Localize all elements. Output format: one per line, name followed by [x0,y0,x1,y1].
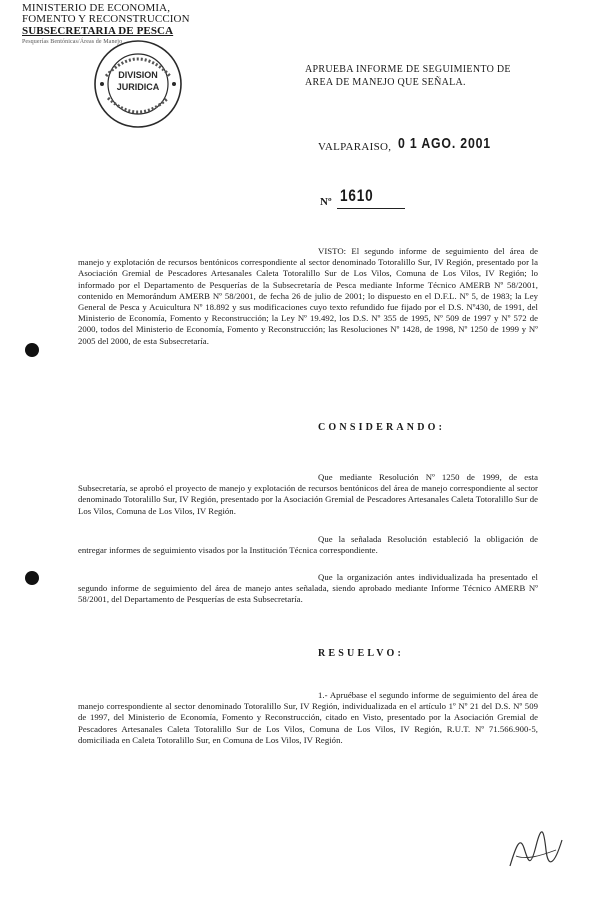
resuelvo-paragraph-1: 1.- Apruébase el segundo informe de seguimiento del área de manejo correspondiente al sector denominado Totoralillo Sur, IV Región, individualizada en el artículo 1º Nº 21 del D.S. Nº 509 de 1997, del Ministerio de Economía, Fomento y Reconstrucción, citado en Visto, presentado por la Asociación Gremial de Pescadores Artesanales Caleta Totoralillo Sur de Los Vilos, Comuna de Los Vilos, IV Región, R.U.T. Nº 71.566.900-5, domiciliada en Caleta Totoralillo Sur, en Comuna de Los Vilos, IV Región. [78,690,538,745]
subject-line1: APRUEBA INFORME DE SEGUIMIENTO DE [305,64,511,75]
subject-line2: AREA DE MANEJO QUE SEÑALA. [305,77,466,88]
punch-hole-icon [25,571,39,585]
stamp-text-line1: DIVISION [118,70,158,80]
considerando-paragraph-3: Que la organización antes individualizada ha presentado el segundo informe de seguimiento del área de manejo antes señalada, siendo aprobado mediante Informe Técnico AMERB Nº 58/2001, del Departamento de Pesquerías de esta Subsecretaría. [78,572,538,605]
considerando-heading: CONSIDERANDO: [318,422,446,433]
place-label: VALPARAISO, [318,141,392,153]
issue-date: 0 1 AGO. 2001 [398,135,491,152]
header-department: Pesquerías Bentónicas/Áreas de Manejo [22,39,123,45]
subject [305,63,545,89]
punch-hole-icon [25,343,39,357]
visto-paragraph: VISTO: El segundo informe de seguimiento del área de manejo y explotación de recursos bentónicos correspondiente al sector denominado Totoralillo Sur, IV Región, presentado por la Asociación Gremial de Pescadores Artesanales Caleta Totoralillo Sur de Los Vilos, Comuna de Los Vilos, IV Región; lo informado por el Departamento de Pesquerías de la Subsecretaría de Pesca mediante Informe Técnico AMERB Nº 58/2001, contenido en Memorándum AMERB Nº 58/2001, de fecha 26 de julio de 2001; lo dispuesto en el D.F.L. Nº 5, de 1983; la Ley General de Pesca y Acuicultura Nº 18.892 y sus modificaciones cuyo texto refundido fue fijado por el D.S. Nº430, de 1991, del Ministerio de Economía, Fomento y Reconstrucción; la Ley Nº 19.492, los D.S. Nº 355 de 1995, Nº 509 de 1997 y Nº 572 de 2000, todos del Ministerio de Economía, Fomento y Reconstrucción; las Resoluciones Nº 1428, de 1998, Nº 1250 de 1999 y Nº 2005 del 2000, de esta Subsecretaría. [78,246,538,346]
stamp-text-line2: JURIDICA [116,82,160,92]
considerando-paragraph-1: Que mediante Resolución Nº 1250 de 1999, de esta Subsecretaría, se aprobó el proyecto de manejo y explotación de recursos bentónicos del área de manejo correspondiente al sector denominado Totoralillo Sur, IV Región, presentado por la Asociación Gremial de Pescadores Artesanales Caleta Totoralillo Sur de Los Vilos, Comuna de Los Vilos, IV Región. [78,472,538,516]
resolution-number-underline [337,208,405,209]
official-stamp-icon [92,38,184,130]
resolution-number-label: Nº [320,196,332,208]
header-ministry-line1: MINISTERIO DE ECONOMIA, [22,2,171,14]
header-subsecretaria: SUBSECRETARIA DE PESCA [22,25,174,37]
resolution-number: 1610 [340,186,374,205]
header-ministry-line2: FOMENTO Y RECONSTRUCCION [22,13,190,25]
resuelvo-heading: RESUELVO: [318,648,405,659]
signature-icon [506,826,566,876]
considerando-paragraph-2: Que la señalada Resolución estableció la obligación de entregar informes de seguimiento visados por la Institución Técnica correspondiente. [78,534,538,556]
